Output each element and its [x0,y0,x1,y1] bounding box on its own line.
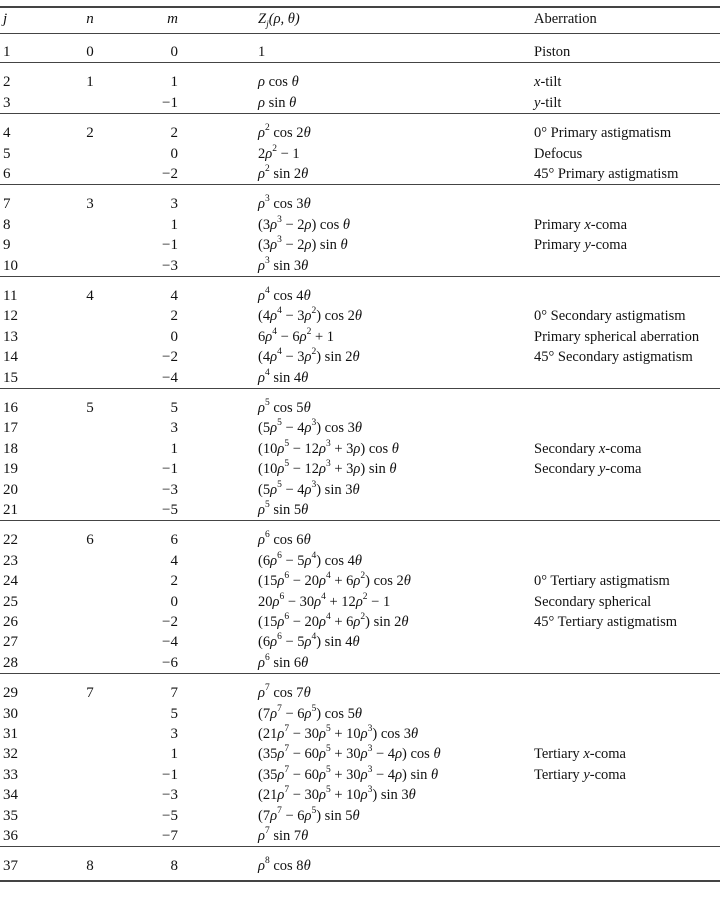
cell-aberration: Secondary y-coma [534,461,642,477]
cell-zernike-polynomial: $6\rho^4 - 6\rho^2 + 1$ [258,327,335,345]
cell-m: 1 [170,746,178,762]
cell-zernike-polynomial: $20\rho^6 - 30\rho^4 + 12\rho^2 - 1$ [258,592,391,610]
cell-n [84,613,96,631]
header-m: m [167,11,178,27]
cell-m: 0 [170,594,178,610]
cell-aberration: 0° Tertiary astigmatism [534,573,670,589]
cell-zernike-polynomial: $2\rho^2 - 1$ [258,144,300,162]
cell-zernike-polynomial: $\rho^8$ cos 8θ [258,856,311,874]
cell-zernike-polynomial: $(15\rho^6 - 20\rho^4 + 6\rho^2)$ cos 2θ [258,571,411,589]
cell-m: −3 [162,482,178,498]
group-divider [0,276,720,277]
cell-j: 10 [3,258,18,274]
cell-n [84,633,96,651]
cell-j: 7 [3,196,11,212]
cell-j: 31 [3,726,18,742]
cell-n [84,145,96,163]
cell-aberration: y-tilt [534,95,562,111]
cell-n: 1 [86,74,94,90]
cell-n [84,348,96,366]
cell-m: −2 [162,349,178,365]
cell-aberration: Defocus [534,146,583,162]
cell-j: 17 [3,420,18,436]
cell-n [84,328,96,346]
cell-zernike-polynomial: $(35\rho^7 - 60\rho^5 + 30\rho^3 - 4\rho)$ sin θ [258,765,439,783]
cell-aberration: Tertiary y-coma [534,767,626,783]
cell-n [84,257,96,275]
cell-n [84,593,96,611]
cell-n [84,654,96,672]
group-divider [0,520,720,521]
header-zernike: $Z_j(\rho$, θ) [258,11,300,30]
cell-aberration: 0° Secondary astigmatism [534,308,686,324]
top-rule [0,6,720,8]
bottom-rule [0,880,720,882]
cell-zernike-polynomial: $(7\rho^7 - 6\rho^5)$ sin 5θ [258,806,360,824]
header-n: n [86,11,94,27]
cell-m: 8 [170,858,178,874]
cell-n: 3 [86,196,94,212]
cell-zernike-polynomial: $(6\rho^6 - 5\rho^4)$ cos 4θ [258,551,363,569]
cell-n: 7 [86,685,94,701]
cell-j: 18 [3,441,18,457]
cell-zernike-polynomial: $\rho^3$ sin 3θ [258,256,309,274]
cell-zernike-polynomial: $(21\rho^7 - 30\rho^5 + 10\rho^3)$ sin 3θ [258,785,416,803]
cell-n [84,369,96,387]
cell-m: 5 [170,706,178,722]
cell-m: −5 [162,502,178,518]
cell-m: 1 [170,74,178,90]
cell-aberration: 0° Primary astigmatism [534,125,672,141]
cell-n [84,552,96,570]
cell-n [84,766,96,784]
cell-aberration: Tertiary x-coma [534,746,626,762]
cell-n [84,236,96,254]
cell-m: −6 [162,655,178,671]
cell-j: 36 [3,828,18,844]
cell-j: 20 [3,482,18,498]
cell-m: −7 [162,828,178,844]
cell-zernike-polynomial: $(10\rho^5 - 12\rho^3 + 3\rho)$ cos θ [258,439,399,457]
cell-m: −1 [162,237,178,253]
cell-m: 6 [170,532,178,548]
cell-aberration: 45° Primary astigmatism [534,166,679,182]
cell-zernike-polynomial: ρ sin θ [258,95,297,111]
cell-aberration: 45° Tertiary astigmatism [534,614,678,630]
cell-m: 3 [170,726,178,742]
cell-j: 4 [3,125,11,141]
cell-j: 9 [3,237,11,253]
cell-zernike-polynomial: $(5\rho^5 - 4\rho^3)$ cos 3θ [258,418,363,436]
cell-j: 32 [3,746,18,762]
group-divider [0,846,720,847]
cell-m: −5 [162,808,178,824]
cell-j: 26 [3,614,18,630]
cell-m: 0 [170,44,178,60]
cell-m: −2 [162,614,178,630]
cell-zernike-polynomial: $\rho^7$ sin 7θ [258,826,309,844]
cell-m: 0 [170,329,178,345]
cell-m: 3 [170,420,178,436]
cell-zernike-polynomial: $(3\rho^3 - 2\rho)$ sin θ [258,235,348,253]
cell-j: 14 [3,349,18,365]
cell-m: −4 [162,370,178,386]
cell-zernike-polynomial: ρ cos θ [258,74,299,90]
cell-aberration: 45° Secondary astigmatism [534,349,693,365]
group-divider [0,62,720,63]
cell-zernike-polynomial: $(35\rho^7 - 60\rho^5 + 30\rho^3 - 4\rho)$ cos θ [258,744,441,762]
cell-m: −2 [162,166,178,182]
cell-n [84,725,96,743]
cell-zernike-polynomial: $(5\rho^5 - 4\rho^3)$ sin 3θ [258,480,360,498]
cell-n [84,807,96,825]
cell-j: 12 [3,308,18,324]
cell-zernike-polynomial: $\rho^2$ sin 2θ [258,164,309,182]
cell-j: 19 [3,461,18,477]
cell-n: 0 [86,44,94,60]
cell-aberration: Primary x-coma [534,217,628,233]
cell-n: 6 [86,532,94,548]
cell-j: 33 [3,767,18,783]
cell-j: 2 [3,74,11,90]
cell-j: 13 [3,329,18,345]
cell-zernike-polynomial: $\rho^6$ cos 6θ [258,530,311,548]
group-divider [0,184,720,185]
cell-j: 21 [3,502,18,518]
cell-n [84,440,96,458]
cell-zernike-polynomial: $\rho^4$ cos 4θ [258,286,311,304]
cell-m: 0 [170,146,178,162]
cell-n [84,94,96,112]
cell-m: −3 [162,787,178,803]
cell-n: 4 [86,288,94,304]
header-j: j [3,11,8,27]
cell-m: 2 [170,125,178,141]
cell-n: 8 [86,858,94,874]
cell-zernike-polynomial: $(4\rho^4 - 3\rho^2)$ cos 2θ [258,306,363,324]
cell-zernike-polynomial: $(6\rho^6 - 5\rho^4)$ sin 4θ [258,632,360,650]
group-divider [0,388,720,389]
cell-j: 35 [3,808,18,824]
cell-zernike-polynomial: $\rho^5$ sin 5θ [258,500,309,518]
cell-n [84,216,96,234]
cell-m: 7 [170,685,178,701]
cell-j: 3 [3,95,11,111]
cell-zernike-polynomial: $\rho^7$ cos 7θ [258,683,311,701]
cell-aberration: Secondary spherical [534,594,652,610]
group-divider [0,673,720,674]
cell-n [84,827,96,845]
cell-j: 29 [3,685,18,701]
cell-j: 1 [3,44,11,60]
cell-j: 28 [3,655,18,671]
cell-j: 5 [3,146,11,162]
cell-m: −1 [162,461,178,477]
cell-n [84,307,96,325]
cell-aberration: Secondary x-coma [534,441,642,457]
cell-aberration: Primary spherical aberration [534,329,700,345]
cell-j: 23 [3,553,18,569]
cell-zernike-polynomial: $\rho^2$ cos 2θ [258,123,311,141]
cell-zernike-polynomial: $\rho^4$ sin 4θ [258,368,309,386]
cell-zernike-polynomial: $(7\rho^7 - 6\rho^5)$ cos 5θ [258,704,363,722]
cell-m: −1 [162,767,178,783]
cell-n: 5 [86,400,94,416]
cell-j: 15 [3,370,18,386]
cell-n [84,745,96,763]
header-aberration: Aberration [534,11,597,27]
cell-zernike-polynomial: $(10\rho^5 - 12\rho^3 + 3\rho)$ sin θ [258,459,397,477]
cell-j: 16 [3,400,18,416]
cell-zernike-polynomial: $(21\rho^7 - 30\rho^5 + 10\rho^3)$ cos 3θ [258,724,419,742]
cell-m: 2 [170,308,178,324]
cell-j: 8 [3,217,11,233]
cell-j: 22 [3,532,18,548]
cell-j: 6 [3,166,11,182]
cell-zernike-polynomial: $\rho^6$ sin 6θ [258,653,309,671]
cell-aberration: x-tilt [534,74,562,90]
cell-m: 3 [170,196,178,212]
cell-n [84,501,96,519]
cell-j: 37 [3,858,18,874]
cell-n: 2 [86,125,94,141]
cell-zernike-polynomial: $(3\rho^3 - 2\rho)$ cos θ [258,215,351,233]
cell-m: −4 [162,634,178,650]
cell-m: 1 [170,441,178,457]
cell-m: −1 [162,95,178,111]
cell-n [84,165,96,183]
cell-zernike-polynomial: $(15\rho^6 - 20\rho^4 + 6\rho^2)$ sin 2θ [258,612,409,630]
cell-n [84,419,96,437]
cell-m: 1 [170,217,178,233]
cell-m: −3 [162,258,178,274]
group-divider [0,113,720,114]
cell-n [84,481,96,499]
cell-m: 2 [170,573,178,589]
cell-m: 4 [170,553,178,569]
cell-n [84,460,96,478]
cell-n [84,705,96,723]
cell-aberration: Primary y-coma [534,237,628,253]
cell-m: 4 [170,288,178,304]
cell-zernike-polynomial: $(4\rho^4 - 3\rho^2)$ sin 2θ [258,347,360,365]
cell-j: 34 [3,787,18,803]
cell-j: 30 [3,706,18,722]
cell-j: 27 [3,634,18,650]
cell-zernike-polynomial: 1 [258,44,266,60]
cell-aberration: Piston [534,44,571,60]
cell-n [84,572,96,590]
cell-zernike-polynomial: $\rho^3$ cos 3θ [258,194,311,212]
header-rule [0,33,720,34]
cell-j: 25 [3,594,18,610]
cell-zernike-polynomial: $\rho^5$ cos 5θ [258,398,311,416]
cell-n [84,786,96,804]
cell-j: 11 [3,288,18,304]
cell-j: 24 [3,573,18,589]
cell-m: 5 [170,400,178,416]
